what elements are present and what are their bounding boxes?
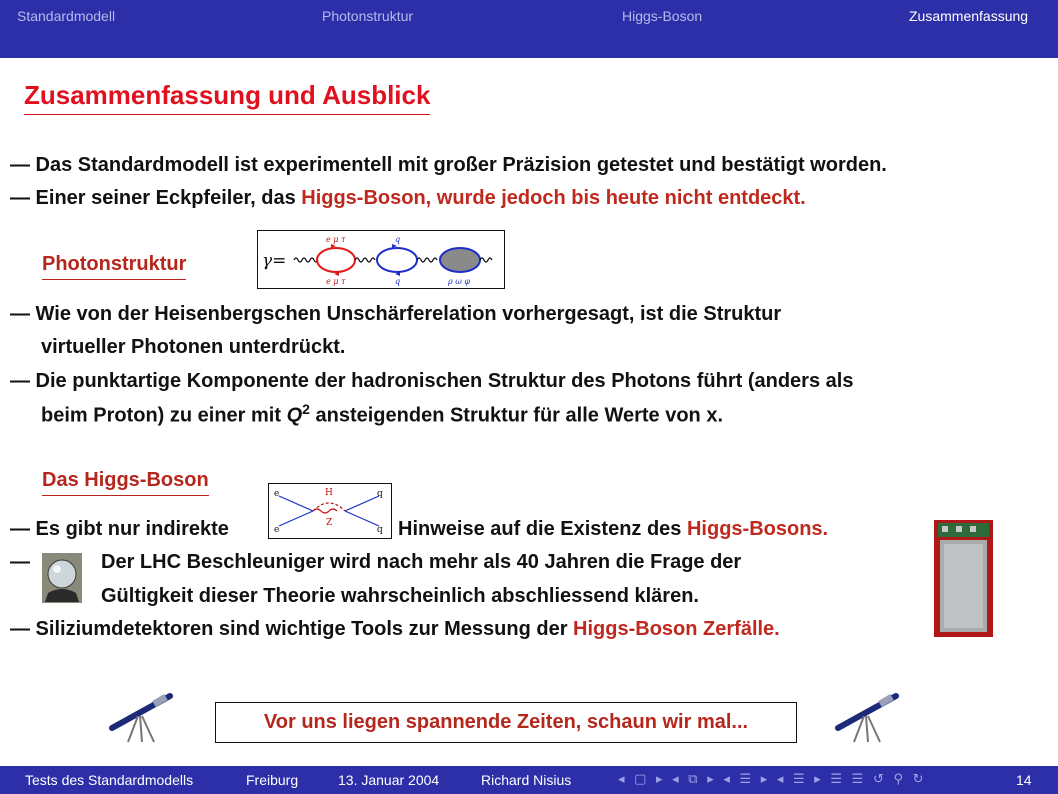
gamma-label: γ=: [262, 251, 287, 271]
quark-bottom-label: q: [395, 277, 401, 286]
higgs-bullet-1a: — Es gibt nur indirekte: [10, 518, 229, 540]
photon-structure-diagram: [257, 230, 505, 289]
slide-title: Zusammenfassung und Ausblick: [24, 80, 430, 115]
higgs-label: H: [325, 488, 333, 498]
top-navigation-bar: [0, 0, 1058, 58]
higgs-bullet-2-dash: —: [10, 551, 30, 573]
quark-top-label: q: [395, 235, 401, 244]
photon-diagram-graphic: [258, 231, 504, 288]
higgs-bullet-2a: Der LHC Beschleuniger wird nach mehr als 40 Jahren die Frage der: [101, 551, 742, 573]
footer-author: Richard Nisius: [481, 772, 572, 788]
intro-line-2: — Einer seiner Eckpfeiler, das Higgs-Boson, wurde jedoch bis heute nicht entdeckt.: [10, 187, 806, 209]
higgs-bullet-2b: Gültigkeit dieser Theorie wahrscheinlich abschliessend klären.: [101, 585, 699, 607]
telescope-icon-right: [834, 686, 900, 744]
electron-top-label: e: [274, 489, 280, 499]
quark-bottom-label-higgs: q: [377, 525, 383, 535]
photon-bullet-2b: beim Proton) zu einer mit $Q^2$ ansteigenden Struktur für alle Werte von x.: [41, 401, 723, 427]
intro-line-1: — Das Standardmodell ist experimentell mit großer Präzision getestet und bestätigt worden.: [10, 154, 887, 176]
vector-meson-label: ρ ω φ: [448, 277, 470, 286]
nav-standardmodell[interactable]: Standardmodell: [17, 8, 116, 24]
photon-bullet-2a: — Die punktartige Komponente der hadronischen Struktur des Photons führt (anders als: [10, 370, 854, 392]
nav-photonstruktur[interactable]: Photonstruktur: [322, 8, 414, 24]
nav-higgs-boson[interactable]: Higgs-Boson: [622, 8, 703, 24]
outlook-quote-box: Vor uns liegen spannende Zeiten, schaun wir mal...: [215, 702, 797, 743]
page-number: 14: [1016, 772, 1032, 788]
footer-place: Freiburg: [246, 772, 299, 788]
lepton-top-label: e μ τ: [326, 235, 346, 244]
quark-top-label-higgs: q: [377, 489, 383, 499]
beamer-nav-icons[interactable]: ◂ ▢ ▸ ◂ ⧉ ▸ ◂ ☰ ▸ ◂ ☰ ▸ ☰ ☰ ↺ ⚲ ↻: [618, 771, 927, 786]
electron-bottom-label: e: [274, 525, 280, 535]
footer-bar: [0, 766, 1058, 794]
higgs-bullet-1b: Hinweise auf die Existenz des Higgs-Bosons.: [398, 518, 829, 540]
footer-date: 13. Januar 2004: [338, 772, 440, 788]
z-boson-label: Z: [326, 518, 333, 528]
photon-heading: Photonstruktur: [42, 253, 186, 280]
telescope-icon-left: [108, 686, 174, 744]
higgs-heading: Das Higgs-Boson: [42, 469, 209, 496]
photon-bullet-1b: virtueller Photonen unterdrückt.: [41, 336, 346, 358]
photon-bullet-1a: — Wie von der Heisenbergschen Unschärferelation vorhergesagt, ist die Struktur: [10, 303, 782, 325]
lepton-bottom-label: e μ τ: [326, 277, 346, 286]
footer-title: Tests des Standardmodells: [25, 772, 194, 788]
higgs-diagram-graphic: [269, 484, 391, 538]
silicon-detector-icon: [934, 520, 993, 637]
nav-zusammenfassung[interactable]: Zusammenfassung: [909, 8, 1029, 24]
higgs-feynman-diagram: [268, 483, 392, 539]
higgs-bullet-3: — Siliziumdetektoren sind wichtige Tools zur Messung der Higgs-Boson Zerfälle.: [10, 618, 780, 640]
crystal-ball-icon: [42, 553, 82, 603]
